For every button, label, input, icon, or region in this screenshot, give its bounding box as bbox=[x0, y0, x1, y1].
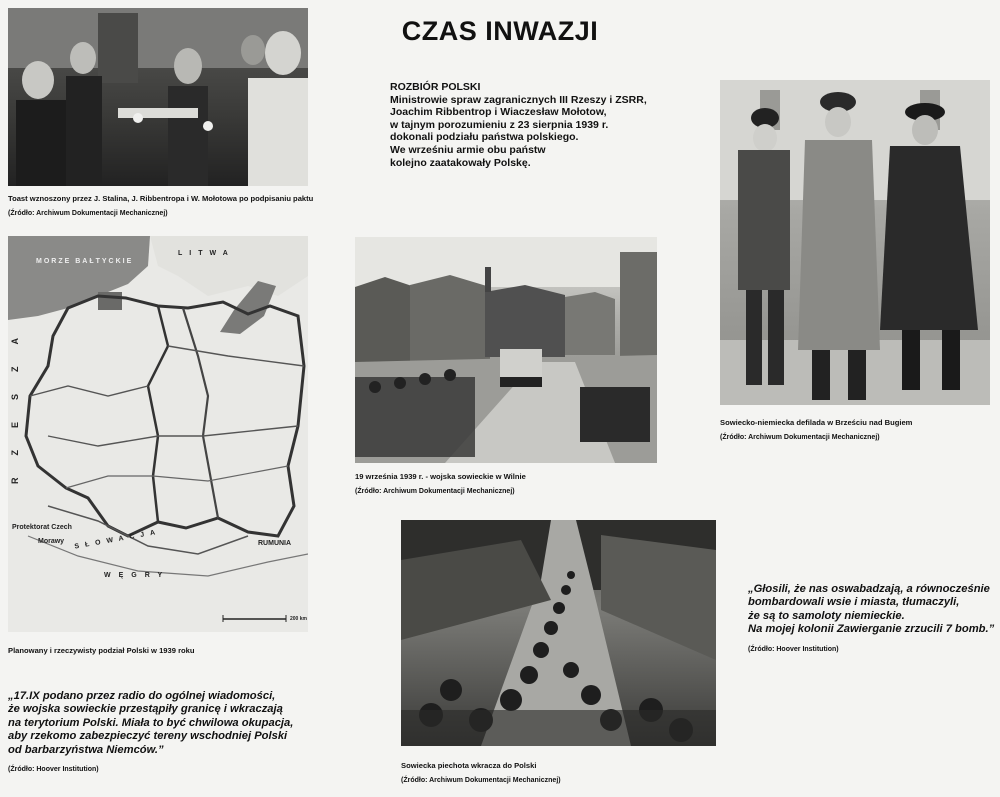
quote-left bbox=[8, 690, 293, 757]
infantry-photo-source: (Źródło: Archiwum Dokumentacji Mechanicznej) bbox=[401, 777, 561, 784]
quote-right-line: że są to samoloty niemieckie. bbox=[748, 609, 905, 622]
toast-photo-source: (Źródło: Archiwum Dokumentacji Mechanicznej) bbox=[8, 210, 168, 217]
lead-heading: ROZBIÓR POLSKI bbox=[390, 81, 481, 93]
map-scale-label: 200 km bbox=[290, 616, 307, 622]
quote-left-line: „17.IX podano przez radio do ogólnej wiadomości, bbox=[8, 690, 276, 702]
lead-text bbox=[390, 81, 710, 169]
quote-left-line: że wojska sowieckie przestąpiły granicę i wkraczają bbox=[8, 703, 283, 716]
lead-line: dokonali podziału państwa polskiego. bbox=[390, 131, 579, 144]
infantry-photo bbox=[401, 520, 716, 746]
lead-line: kolejno zaatakowały Polskę. bbox=[390, 156, 531, 169]
map-label-slowacja: SŁOWACJA bbox=[74, 528, 162, 551]
wilno-photo bbox=[355, 237, 657, 463]
map-label-morawy: Morawy bbox=[38, 538, 65, 545]
lead-line: Joachim Ribbentrop i Wiaczesław Mołotow, bbox=[390, 106, 607, 119]
map-label-litwa: LITWA bbox=[178, 250, 235, 257]
lead-line: w tajnym porozumieniu z 23 sierpnia 1939 r. bbox=[390, 118, 609, 131]
map-label-sea: MORZE BAŁTYCKIE bbox=[36, 258, 134, 265]
quote-right-line: „Głosili, że nas oswabadzają, a równocześnie bbox=[748, 583, 990, 595]
map-label-protektorat: Protektorat Czech bbox=[12, 524, 72, 531]
lead-line: We wrześniu armie obu państw bbox=[390, 143, 546, 156]
quote-left-line: od barbarzyństwa Niemców.” bbox=[8, 743, 164, 756]
brest-parade-photo bbox=[720, 80, 990, 405]
wilno-photo-source: (Źródło: Archiwum Dokumentacji Mechanicznej) bbox=[355, 488, 515, 495]
brest-parade-caption: Sowiecko-niemiecka defilada w Brześciu nad Bugiem bbox=[720, 418, 913, 427]
map-label-wegry: WĘGRY bbox=[104, 572, 171, 579]
wilno-photo-caption: 19 września 1939 r. - wojska sowieckie w Wilnie bbox=[355, 472, 526, 481]
toast-photo-caption: Toast wznoszony przez J. Stalina, J. Ribbentropa i W. Mołotowa po podpisaniu paktu bbox=[8, 194, 314, 203]
quote-left-source: (Źródło: Hoover Institution) bbox=[8, 766, 99, 773]
map-label-rzesza: RZESZA bbox=[10, 316, 20, 484]
quote-right-source: (Źródło: Hoover Institution) bbox=[748, 646, 839, 653]
infantry-photo-caption: Sowiecka piechota wkracza do Polski bbox=[401, 761, 537, 770]
quote-right-line: bombardowali wsie i miasta, tłumaczyli, bbox=[748, 596, 960, 609]
map-label-rumunia: RUMUNIA bbox=[258, 540, 292, 547]
toast-photo bbox=[8, 8, 308, 186]
quote-left-line: aby rzekomo zabezpieczyć tereny wschodniej Polski bbox=[8, 730, 288, 743]
partition-map bbox=[8, 236, 308, 632]
page-title: CZAS INWAZJI bbox=[401, 16, 599, 46]
map-caption: Planowany i rzeczywisty podział Polski w 1939 roku bbox=[8, 646, 195, 655]
quote-left-line: na terytorium Polski. Miała to być chwilowa okupacja, bbox=[8, 716, 294, 729]
lead-line: Ministrowie spraw zagranicznych III Rzeszy i ZSRR, bbox=[390, 93, 647, 106]
quote-right-line: Na mojej kolonii Zawierganie zrzucili 7 bomb.” bbox=[748, 623, 995, 636]
quote-right bbox=[748, 583, 994, 637]
brest-parade-source: (Źródło: Archiwum Dokumentacji Mechanicznej) bbox=[720, 434, 880, 441]
